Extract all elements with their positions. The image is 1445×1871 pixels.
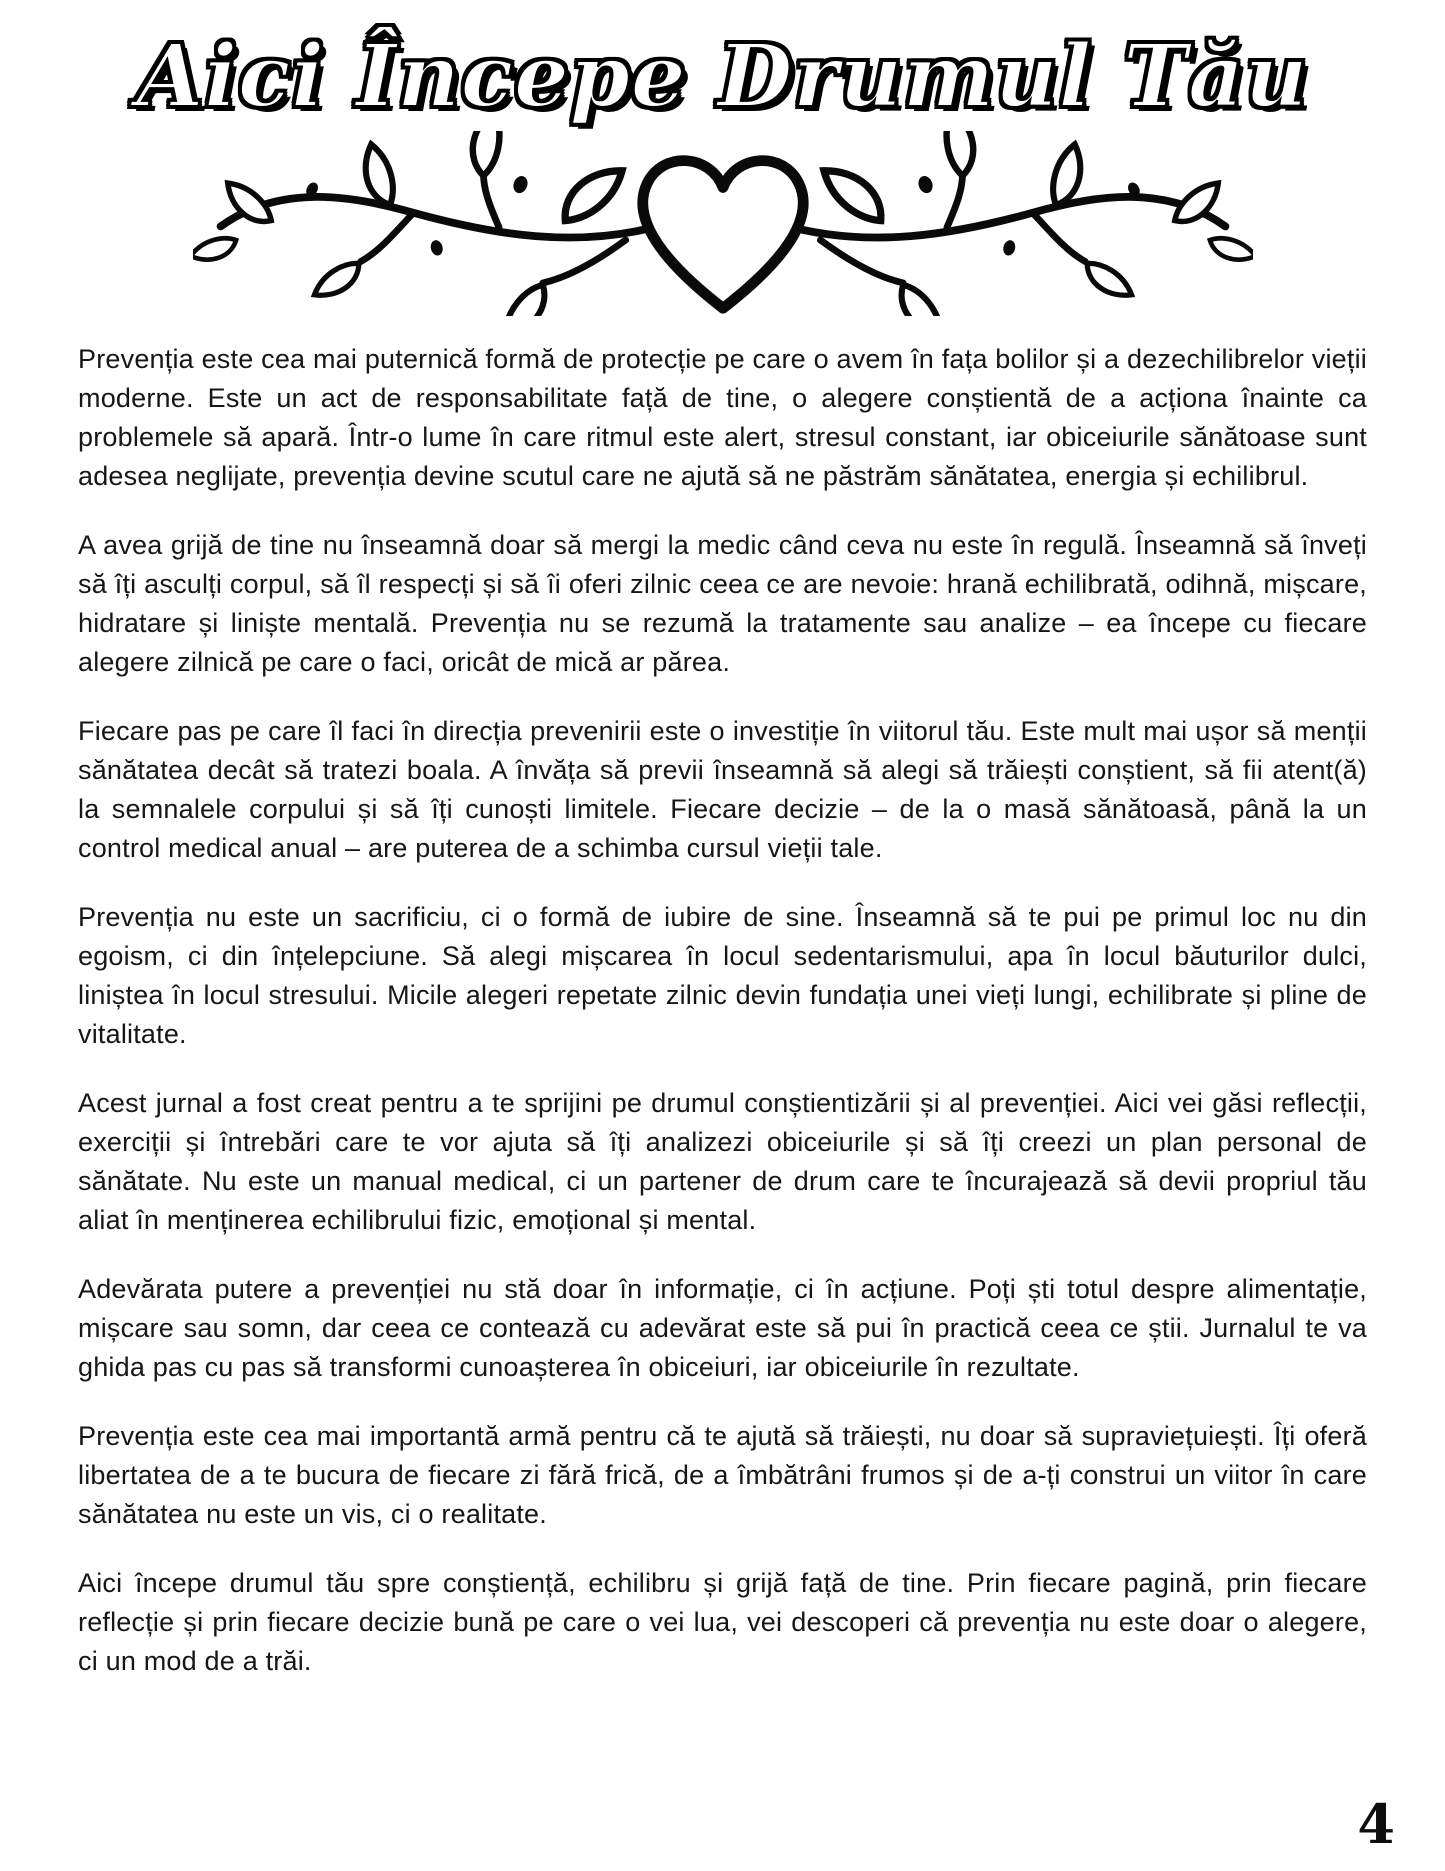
- paragraph-5: Acest jurnal a fost creat pentru a te sprijini pe drumul conștientizării și al prevenției. Aici vei găsi reflecții, exerciții și întrebări care te vor ajuta să îți analizezi obiceiurile și să îți creezi un plan personal de sănătate. Nu este un manual medical, ci un partener de drum care te încurajează să devii propriul tău aliat în menținerea echilibrului fizic, emoțional și mental.: [78, 1087, 1367, 1235]
- paragraph-3: Fiecare pas pe care îl faci în direcția prevenirii este o investiție în viitorul tău. Este mult mai ușor să menții sănătatea decât să tratezi boala. A învăța să previi înseamnă să alegi să trăiești conștient, să fii atent(ă) la semnalele corpului și să îți cunoști limitele. Fiecare decizie – de la o masă sănătoasă, până la un control medical anual – are puterea de a schimba cursul vieții tale.: [78, 715, 1367, 863]
- paragraph-8: Aici începe drumul tău spre conștiență, echilibru și grijă față de tine. Prin fiecare pagină, prin fiecare reflecție și prin fiecare decizie bună pe care o vei lua, vei descoperi că prevenția nu este doar o alegere, ci un mod de a trăi.: [78, 1567, 1367, 1676]
- page-header: [0, 0, 1445, 316]
- page-title: Aici Începe Drumul Tău: [136, 26, 1309, 127]
- page-number: 4: [1357, 1792, 1395, 1856]
- paragraph-6: Adevărata putere a prevenției nu stă doar în informație, ci în acțiune. Poți ști totul despre alimentație, mișcare sau somn, dar ceea ce contează cu adevărat este să pui în practică ceea ce știi. Jurnalul te va ghida pas cu pas să transformi cunoașterea în obiceiuri, iar obiceiurile în rezultate.: [78, 1273, 1367, 1382]
- heart-laurel-divider-icon: [193, 131, 1253, 316]
- page-body: [0, 316, 1445, 1681]
- paragraph-4: Prevenția nu este un sacrificiu, ci o formă de iubire de sine. Înseamnă să te pui pe primul loc nu din egoism, ci din înțelepciune. Să alegi mișcarea în locul sedentarismului, apa în locul băuturilor dulci, liniștea în locul stresului. Micile alegeri repetate zilnic devin fundația unei vieți lungi, echilibrate și pline de vitalitate.: [78, 901, 1367, 1049]
- paragraph-2: A avea grijă de tine nu înseamnă doar să mergi la medic când ceva nu este în regulă. Înseamnă să înveți să îți asculți corpul, să îl respecți și să îi oferi zilnic ceea ce are nevoie: hrană echilibrată, odihnă, mișcare, hidratare și liniște mentală. Prevenția nu se rezumă la tratamente sau analize – ea începe cu fiecare alegere zilnică pe care o faci, oricât de mică ar părea.: [78, 529, 1367, 677]
- paragraph-7: Prevenția este cea mai importantă armă pentru că te ajută să trăiești, nu doar să supraviețuiești. Îți oferă libertatea de a te bucura de fiecare zi fără frică, de a îmbătrâni frumos și de a-ți construi un viitor în care sănătatea nu este un vis, ci o realitate.: [78, 1420, 1367, 1529]
- paragraph-1: Prevenția este cea mai puternică formă de protecție pe care o avem în fața bolilor și a dezechilibrelor vieții moderne. Este un act de responsabilitate față de tine, o alegere conștientă de a acționa înainte ca problemele să apară. Într-o lume în care ritmul este alert, stresul constant, iar obiceiurile sănătoase sunt adesea neglijate, prevenția devine scutul care ne ajută să ne păstrăm sănătatea, energia și echilibrul.: [78, 343, 1367, 491]
